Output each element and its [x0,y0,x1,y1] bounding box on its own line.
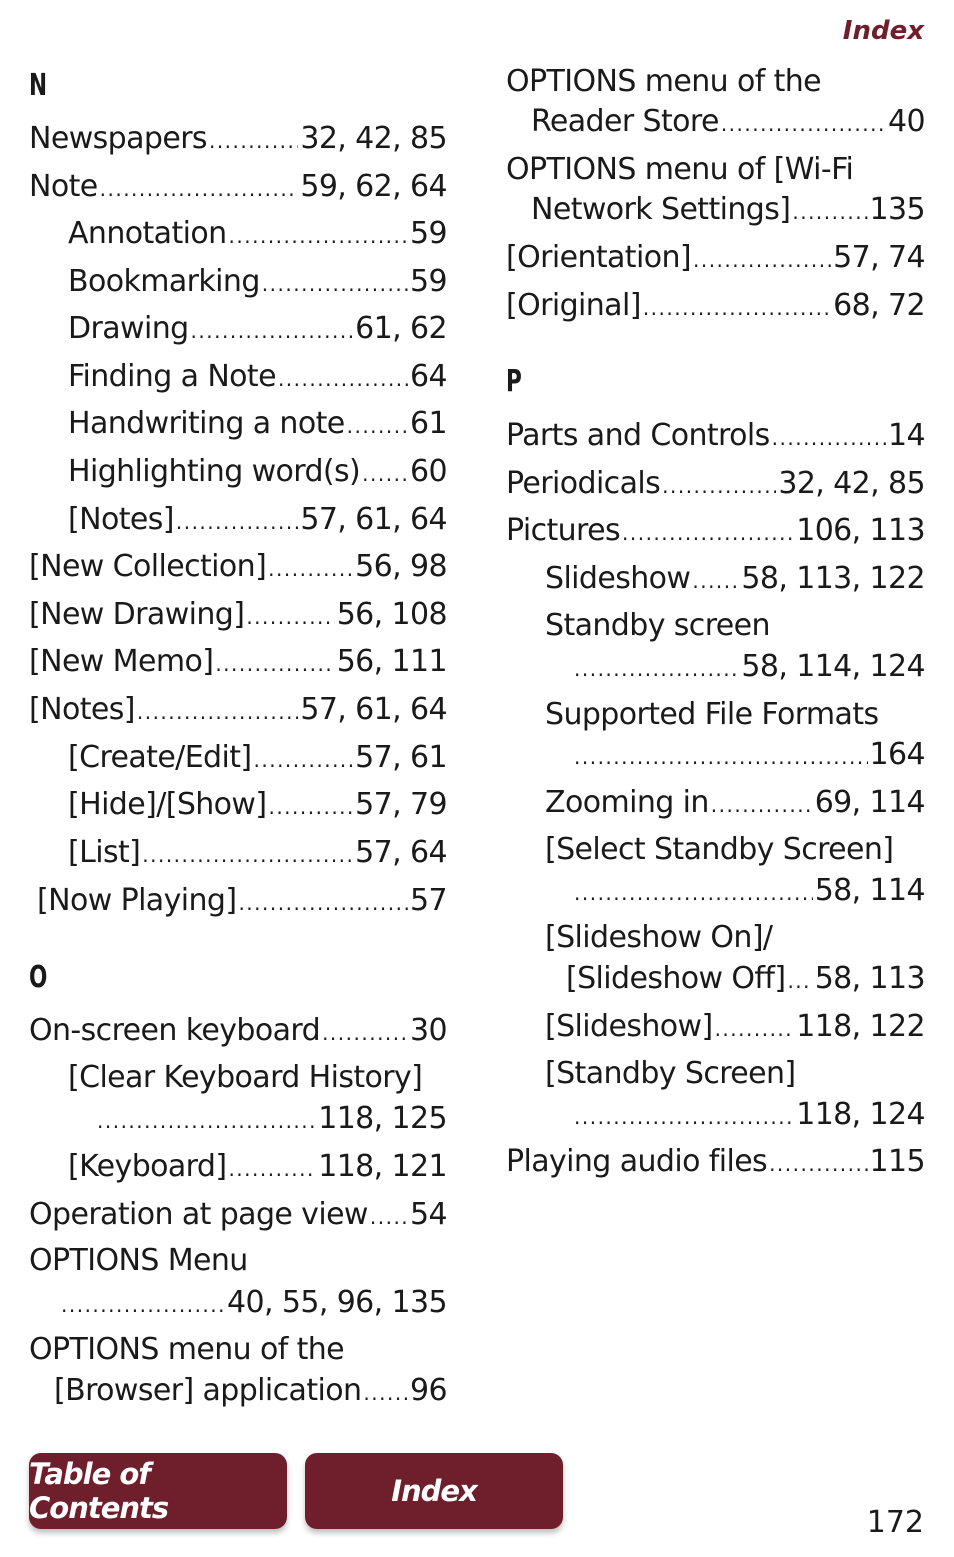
index-entry[interactable] [506,1054,925,1094]
dot-leader [61,1285,225,1325]
index-term: [Browser] application [54,1373,362,1408]
index-page-numbers[interactable]: 57 [410,883,447,918]
dot-leader [769,1144,867,1184]
index-entry[interactable] [29,690,447,730]
index-page-numbers[interactable]: 56, 111 [336,644,447,679]
index-page-numbers[interactable]: 54 [410,1197,447,1232]
dot-leader [662,466,776,506]
dot-leader [574,737,868,777]
index-page-numbers[interactable]: 118, 122 [796,1009,925,1044]
index-page-numbers[interactable]: 57, 61, 64 [300,502,447,537]
index-term: Parts and Controls [506,418,770,453]
index-term: Newspapers [29,121,207,156]
index-entry[interactable] [29,119,447,159]
index-page-numbers[interactable]: 118, 121 [318,1149,447,1184]
index-term: [Notes] [68,502,174,537]
index-term: Highlighting word(s) [68,454,361,489]
index-term: [New Memo] [29,644,214,679]
index-entry[interactable] [506,735,925,775]
index-page-numbers[interactable]: 40 [888,104,925,139]
index-section-letter: P [506,364,522,399]
dot-leader [191,311,354,351]
index-term: Periodicals [506,466,661,501]
dot-leader [137,692,298,732]
dot-leader [262,264,408,304]
dot-leader [268,549,353,589]
index-page-numbers[interactable]: 32, 42, 85 [300,121,447,156]
dot-leader [228,1149,316,1189]
index-entry[interactable] [29,214,447,254]
index-term: OPTIONS menu of the [506,64,822,99]
index-entry[interactable] [29,595,447,635]
index-page-numbers[interactable]: 69, 114 [814,785,925,820]
index-term: [Keyboard] [68,1149,227,1184]
index-page-numbers[interactable]: 60 [410,454,447,489]
index-entry[interactable] [506,606,925,646]
index-button[interactable]: Index [305,1453,563,1529]
dot-leader [711,785,813,825]
dot-leader [370,1197,408,1237]
index-term: [Now Playing] [37,883,237,918]
index-page-numbers[interactable]: 57, 64 [355,835,447,870]
index-page-numbers[interactable]: 59, 62, 64 [300,169,447,204]
index-term: [New Drawing] [29,597,245,632]
dot-leader [363,1373,408,1413]
index-entry[interactable] [506,1142,925,1182]
index-page-numbers[interactable]: 61, 62 [355,311,447,346]
table-of-contents-button[interactable]: Table of Contents [29,1453,287,1529]
index-entry[interactable] [506,647,925,687]
index-term: Network Settings] [531,192,791,227]
index-entry[interactable] [29,1099,447,1139]
index-page-numbers[interactable]: 118, 125 [318,1101,447,1136]
dot-leader [792,192,867,232]
index-entry[interactable] [506,695,925,735]
index-page-numbers[interactable]: 96 [410,1373,447,1408]
index-entry[interactable] [29,452,447,492]
index-term: [Slideshow On]/ [545,920,773,955]
index-term: [Orientation] [506,240,691,275]
index-entry[interactable] [506,783,925,823]
index-term: [Slideshow Off] [566,961,786,996]
index-page-numbers[interactable]: 68, 72 [833,288,925,323]
index-term: [Clear Keyboard History] [68,1060,423,1095]
index-entry[interactable] [506,416,925,456]
index-entry[interactable] [506,559,925,599]
index-term: Annotation [68,216,227,251]
index-entry[interactable] [506,1095,925,1135]
index-term: [New Collection] [29,549,267,584]
index-entry[interactable] [29,262,447,302]
index-page-numbers[interactable]: 57, 61, 64 [300,692,447,727]
index-section-letter: O [29,960,48,995]
index-page-numbers[interactable]: 57, 74 [833,240,925,275]
index-section-letter: N [29,68,48,103]
index-page-numbers[interactable]: 30 [410,1013,447,1048]
index-entry[interactable] [29,1283,447,1323]
index-term: Pictures [506,513,620,548]
index-term: Drawing [68,311,189,346]
index-page-numbers[interactable]: 57, 61 [355,740,447,775]
index-term: Playing audio files [506,1144,768,1179]
index-entry[interactable] [506,102,925,142]
index-term: [Create/Edit] [68,740,252,775]
index-term: Slideshow [545,561,691,596]
index-entry[interactable] [506,464,925,504]
index-page-numbers[interactable]: 106, 113 [796,513,925,548]
index-term: On-screen keyboard [29,1013,321,1048]
index-entry[interactable] [506,871,925,911]
dot-leader [97,1101,316,1141]
index-entry[interactable] [29,1330,447,1370]
index-page-numbers[interactable]: 59 [410,264,447,299]
dot-leader [692,561,739,601]
index-page-numbers[interactable]: 57, 79 [355,787,447,822]
dot-leader [215,644,334,684]
dot-leader [322,1013,408,1053]
index-entry[interactable] [29,785,447,825]
dot-leader [693,240,831,280]
dot-leader [209,121,298,161]
index-term: [Hide]/[Show] [68,787,267,822]
index-entry[interactable] [506,959,925,999]
dot-leader [142,835,353,875]
index-entry[interactable] [29,167,447,207]
index-term: [Standby Screen] [545,1056,796,1091]
index-term: OPTIONS menu of the [29,1332,345,1367]
index-term: Bookmarking [68,264,260,299]
dot-leader [574,649,739,689]
index-page-numbers[interactable]: 58, 114 [814,873,925,908]
index-page-numbers[interactable]: 58, 113, 122 [741,561,925,596]
dot-leader [721,104,886,144]
index-entry[interactable] [506,830,925,870]
index-entry[interactable] [506,511,925,551]
index-term: [Original] [506,288,641,323]
index-page-numbers[interactable]: 32, 42, 85 [778,466,925,501]
index-term: OPTIONS Menu [29,1243,248,1278]
index-term: Standby screen [545,608,770,643]
dot-leader [347,406,408,446]
dot-leader [643,288,831,328]
index-entry[interactable] [29,500,447,540]
index-term: Finding a Note [68,359,276,394]
index-page-numbers[interactable]: 59 [410,216,447,251]
index-page-numbers[interactable]: 58, 113 [814,961,925,996]
index-term: Handwriting a note [68,406,345,441]
index-page-numbers[interactable]: 61 [410,406,447,441]
dot-leader [176,502,298,542]
index-entry[interactable] [29,1147,447,1187]
running-header: Index [842,16,924,46]
index-term: [Select Standby Screen] [545,832,894,867]
dot-leader [787,961,812,1001]
index-entry[interactable] [29,833,447,873]
index-page-numbers[interactable]: 118, 124 [796,1097,925,1132]
index-entry[interactable] [29,881,447,921]
dot-leader [254,740,354,780]
index-entry[interactable] [29,1371,447,1411]
page-number: 172 [866,1505,924,1540]
index-term: Note [29,169,98,204]
index-entry[interactable] [29,1241,447,1281]
dot-leader [362,454,408,494]
index-entry[interactable] [29,738,447,778]
index-page-numbers[interactable]: 58, 114, 124 [741,649,925,684]
index-entry[interactable] [29,309,447,349]
dot-leader [574,1097,794,1137]
index-entry[interactable] [506,286,925,326]
index-page-numbers[interactable]: 40, 55, 96, 135 [227,1285,447,1320]
dot-leader [238,883,408,923]
index-entry[interactable] [506,62,925,102]
index-term: Supported File Formats [545,697,879,732]
index-page-numbers[interactable]: 64 [410,359,447,394]
index-term: Zooming in [545,785,709,820]
dot-leader [246,597,334,637]
index-term: [Slideshow] [545,1009,713,1044]
index-entry[interactable] [29,1195,447,1235]
index-page-numbers[interactable]: 135 [869,192,925,227]
dot-leader [622,513,794,553]
index-entry[interactable] [506,150,925,190]
index-entry[interactable] [29,1011,447,1051]
index-page-numbers[interactable]: 115 [869,1144,925,1179]
index-entry[interactable] [29,357,447,397]
index-page-numbers[interactable]: 56, 98 [355,549,447,584]
index-term: [List] [68,835,141,870]
index-entry[interactable] [29,1058,447,1098]
dot-leader [268,787,353,827]
index-entry[interactable] [29,642,447,682]
index-term: Reader Store [531,104,719,139]
index-entry[interactable] [506,918,925,958]
index-entry[interactable] [506,1007,925,1047]
index-entry[interactable] [506,190,925,230]
index-term: [Notes] [29,692,135,727]
dot-leader [772,418,886,458]
dot-leader [715,1009,795,1049]
index-page-numbers[interactable]: 14 [888,418,925,453]
index-page-numbers[interactable]: 164 [869,737,925,772]
dot-leader [574,873,813,913]
dot-leader [229,216,408,256]
dot-leader [100,169,299,209]
index-entry[interactable] [29,404,447,444]
index-entry[interactable] [29,547,447,587]
dot-leader [278,359,408,399]
index-entry[interactable] [506,238,925,278]
index-term: Operation at page view [29,1197,368,1232]
index-term: OPTIONS menu of [Wi-Fi [506,152,854,187]
index-page-numbers[interactable]: 56, 108 [336,597,447,632]
